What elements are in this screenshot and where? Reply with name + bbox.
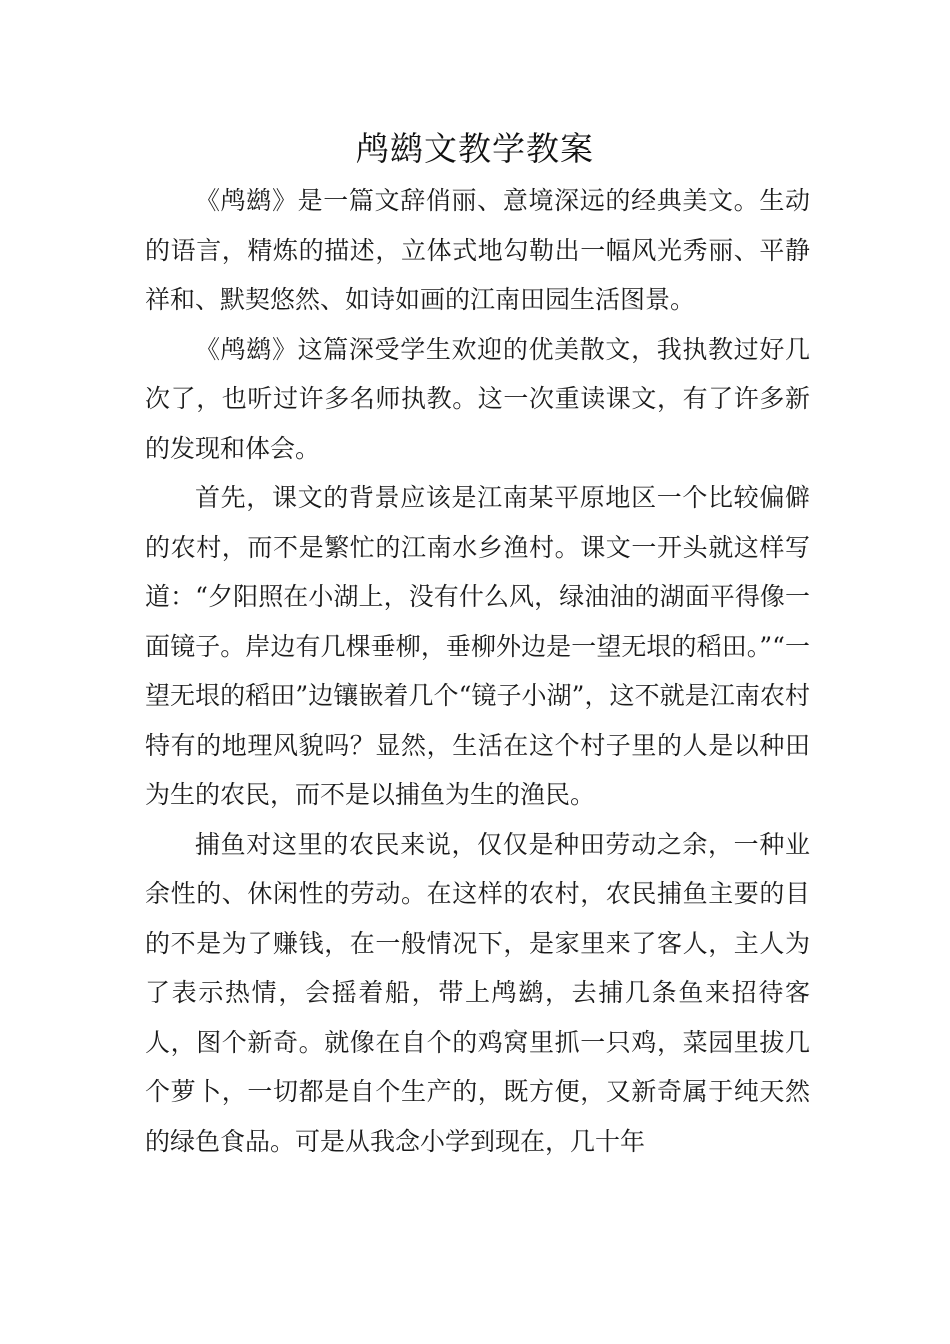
paragraph-4: 捕鱼对这里的农民来说，仅仅是种田劳动之余，一种业余性的、休闲性的劳动。在这样的农村，农民捕鱼主要的目的不是为了赚钱，在一般情况下，是家里来了客人，主人为了表示热情，会摇着船，带上鸬鹚，去捕几条鱼来招待客人，图个新奇。就像在自个的鸡窝里抓一只鸡，菜园里拔几个萝卜，一切都是自个生产的，既方便，又新奇属于纯天然的绿色食品。可是从我念小学到现在，几十年 bbox=[145, 829, 810, 1156]
document-body bbox=[145, 176, 810, 1166]
document-title: 鸬鹚文教学教案 bbox=[356, 129, 594, 168]
paragraph-2: 《鸬鹚》这篇深受学生欢迎的优美散文，我执教过好几次了，也听过许多名师执教。这一次重读课文，有了许多新的发现和体会。 bbox=[145, 334, 810, 463]
paragraph-3: 首先，课文的背景应该是江南某平原地区一个比较偏僻的农村，而不是繁忙的江南水乡渔村。课文一开头就这样写道：“夕阳照在小湖上，没有什么风，绿油油的湖面平得像一面镜子。岸边有几棵垂柳，垂柳外边是一望无垠的稻田。”“一望无垠的稻田”边镶嵌着几个“镜子小湖”，这不就是江南农村特有的地理风貌吗？显然，生活在这个村子里的人是以种田为生的农民，而不是以捕鱼为生的渔民。 bbox=[145, 483, 810, 809]
paragraph-1: 《鸬鹚》是一篇文辞俏丽、意境深远的经典美文。生动的语言，精炼的描述，立体式地勾勒出一幅风光秀丽、平静祥和、默契悠然、如诗如画的江南田园生活图景。 bbox=[145, 186, 810, 314]
